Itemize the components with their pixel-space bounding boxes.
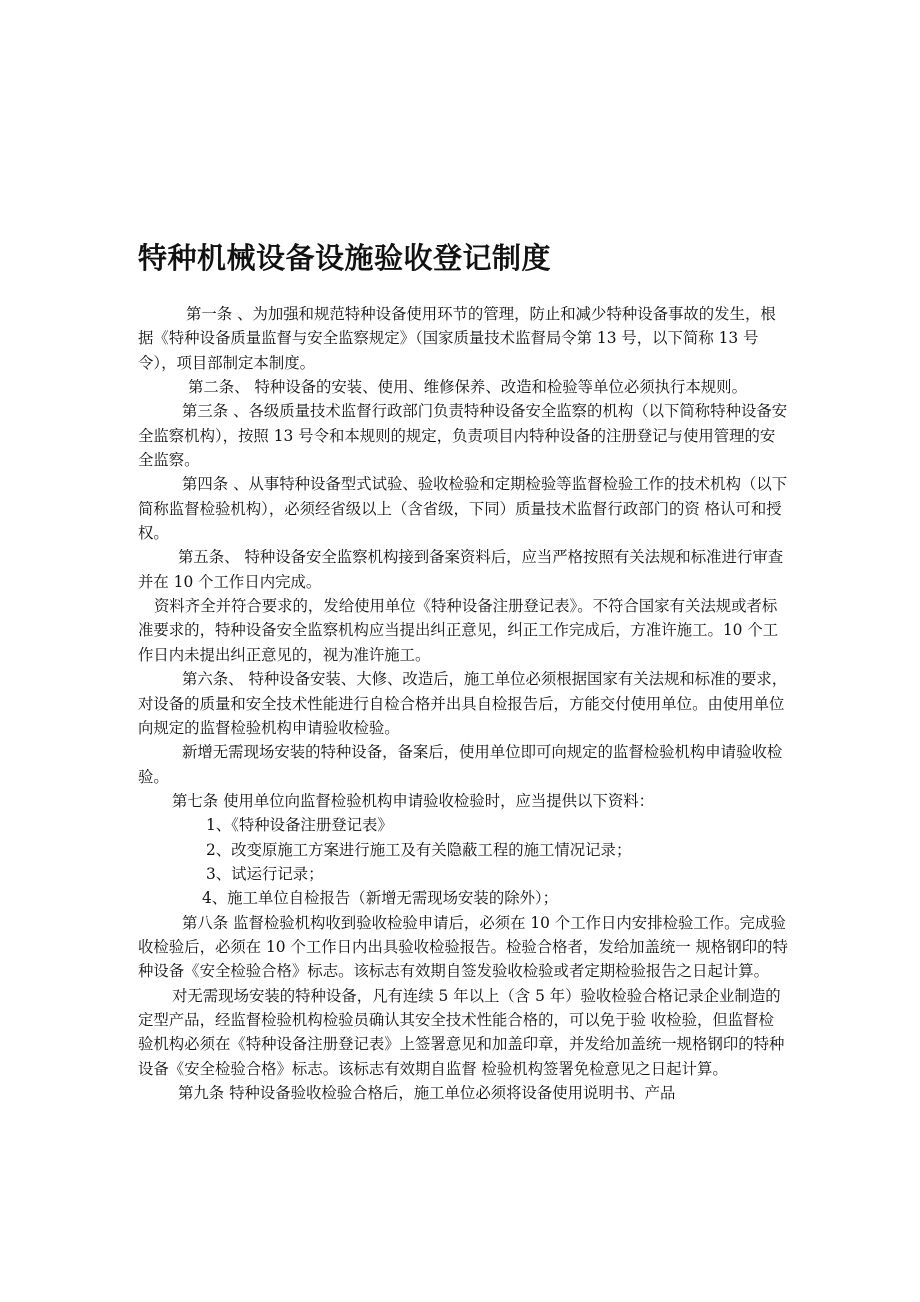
article-7-paragraph: 第七条 使用单位向监督检验机构申请验收检验时，应当提供以下资料： bbox=[172, 791, 655, 810]
article-5-continuation-paragraph: 资料齐全并符合要求的，发给使用单位《特种设备注册登记表》。不符合国家有关法规或者标准要求的，特种设备安全监察机构应当提出纠正意见，纠正工作完成后，方准许施工。10 个工作日内未提出纠正意见的，视为准许施工。 bbox=[138, 597, 779, 664]
article-7-list-item: 2、改变原施工方案进行施工及有关隐蔽工程的施工情况记录； bbox=[206, 840, 632, 859]
document-title: 特种机械设备设施验收登记制度 bbox=[138, 241, 552, 275]
article-7-list-item: 1、《特种设备注册登记表》 bbox=[206, 816, 393, 835]
article-4-paragraph: 第四条 、从事特种设备型式试验、验收检验和定期检验等监督检验工作的技术机构（以下简称监督检验机构），必须经省级以上（含省级，下同）质量技术监督行政部门的资 格认可和授权。 bbox=[138, 475, 788, 543]
article-6-continuation-paragraph: 新增无需现场安装的特种设备，备案后，使用单位即可向规定的监督检验机构申请验收检验。 bbox=[138, 743, 783, 786]
article-6-paragraph: 第六条、 特种设备安装、大修、改造后，施工单位必须根据国家有关法规和标准的要求，对设备的质量和安全技术性能进行自检合格并出具自检报告后，方能交付使用单位。由使用单位向规定的监督检验机构申请验收检验。 bbox=[138, 670, 788, 737]
article-7-list-item: 3、试运行记录； bbox=[206, 864, 324, 883]
article-9-paragraph: 第九条 特种设备验收检验合格后，施工单位必须将设备使用说明书、产品 bbox=[178, 1084, 676, 1102]
article-8-paragraph: 第八条 监督检验机构收到验收检验申请后，必须在 10 个工作日内安排检验工作。完成验收检验后，必须在 10 个工作日内出具验收检验报告。检验合格者，发给加盖统一 规格钢印的特种设备《安全检验合格》标志。该标志有效期自签发验收检验或者定期检验报告之日起计算。 bbox=[138, 913, 788, 981]
article-3-paragraph: 第三条 、各级质量技术监督行政部门负责特种设备安全监察的机构（以下简称特种设备安全监察机构），按照 13 号令和本规则的规定，负责项目内特种设备的注册登记与使用管理的安全监察。 bbox=[138, 402, 788, 470]
article-7-list-item: 4、施工单位自检报告（新增无需现场安装的除外）； bbox=[202, 889, 559, 908]
article-2-paragraph: 第二条、 特种设备的安装、使用、维修保养、改造和检验等单位必须执行本规则。 bbox=[188, 378, 747, 397]
document-body bbox=[138, 302, 788, 1105]
article-8-continuation-paragraph: 对无需现场安装的特种设备，凡有连续 5 年以上（含 5 年）验收检验合格记录企业制造的定型产品，经监督检验机构检验员确认其安全技术性能合格的，可以免于验 收检验，但监督检验机构必须在《特种设备注册登记表》上签署意见和加盖印章，并发给加盖统一规格钢印的特种设备《安全检验合格》标志。该标志有效期自监督 检验机构签署免检意见之日起计算。 bbox=[138, 986, 785, 1078]
article-1-paragraph: 第一条 、为加强和规范特种设备使用环节的管理，防止和减少特种设备事故的发生，根据《特种设备质量监督与安全监察规定》（国家质量技术监督局令第 13 号，以下简称 13 号令），项目部制定本制度。 bbox=[138, 305, 776, 372]
article-5-paragraph: 第五条、 特种设备安全监察机构接到备案资料后，应当严格按照有关法规和标准进行审查并在 10 个工作日内完成。 bbox=[138, 548, 784, 591]
